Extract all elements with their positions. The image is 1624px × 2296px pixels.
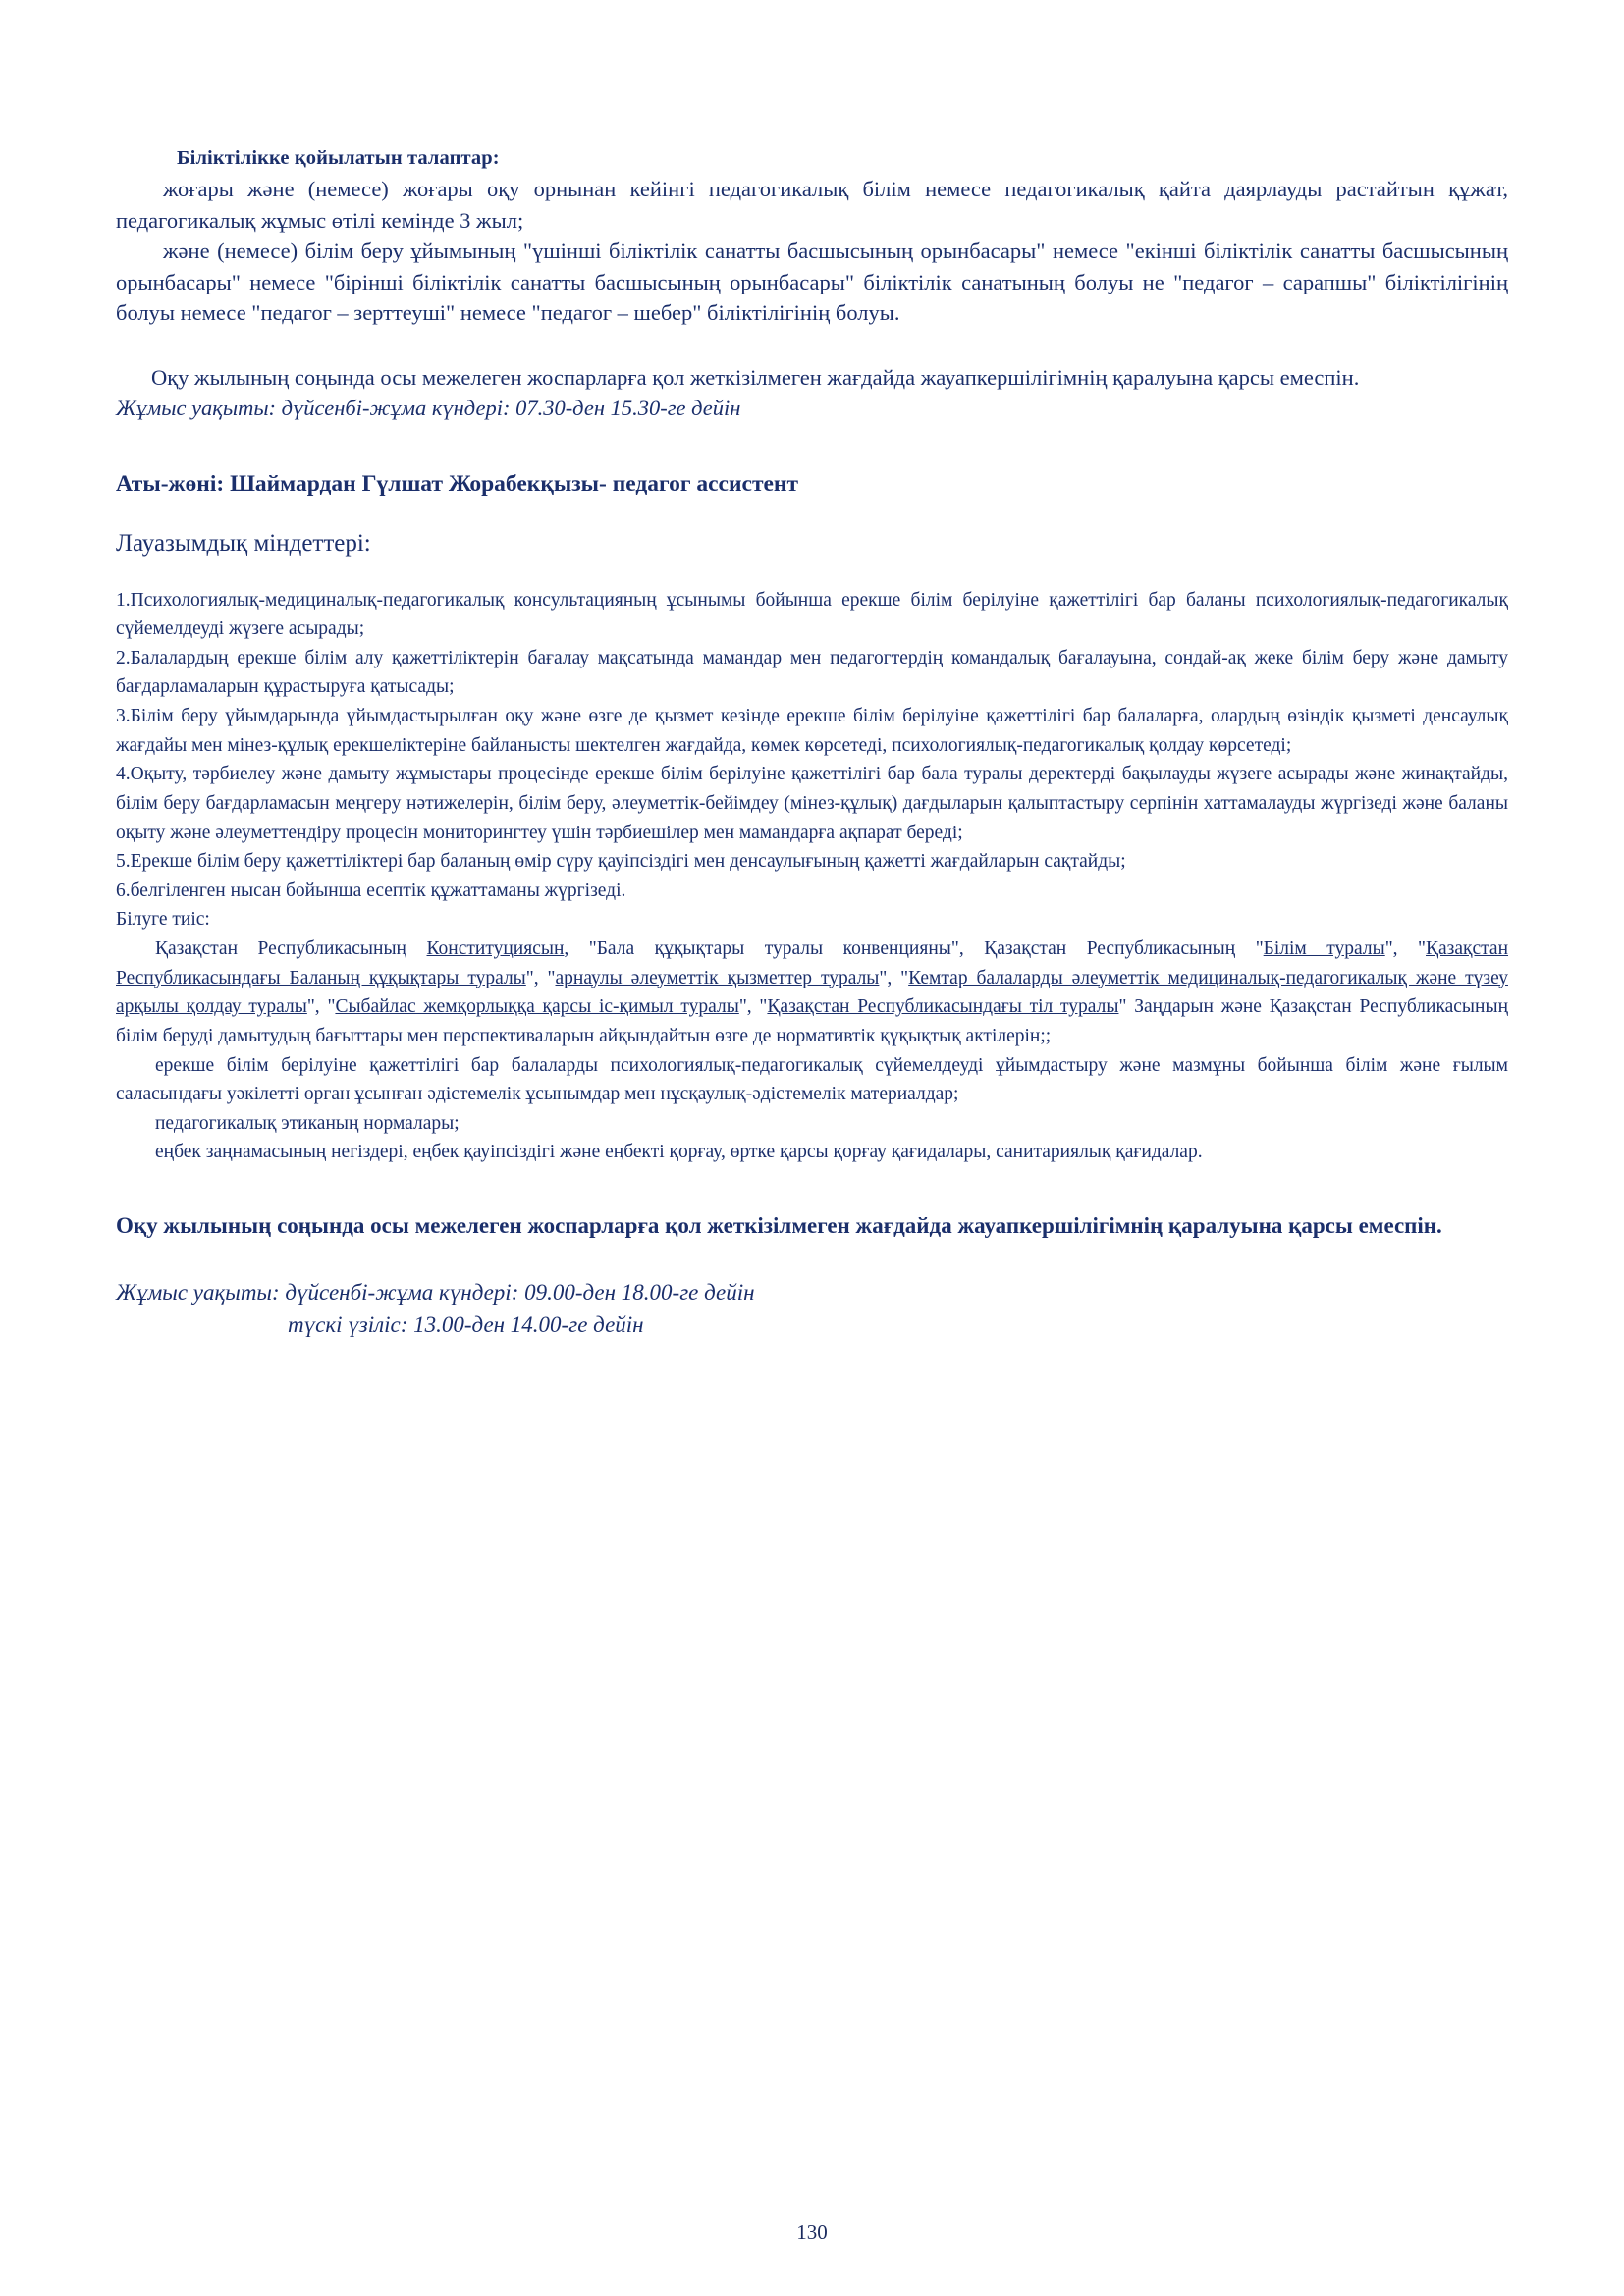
duty-item: 3.Білім беру ұйымдарында ұйымдастырылған оқу және өзге де қызмет кезінде ерекше білім берілуіне қажеттілігі бар балаларға, олардың өзіндік қызметі денсаулық жағдайы мен мінез-құлық ерекшеліктеріне байланысты шектелген жағдайда, көмек көрсетеді, психологиялық-педагогикалық қолдау көрсетеді;	[116, 706, 1508, 756]
must-know-label: Білуге тиіс:	[116, 909, 210, 931]
spacer	[116, 1167, 1508, 1210]
duty-item: 1.Психологиялық-медициналық-педагогикалық консультацияның ұсынымы бойынша ерекше білім берілуіне қажеттілігі бар баланы психологиялық-педагогикалық сүйемелдеуді жүзеге асырады;	[116, 589, 1508, 640]
legal-references-paragraph	[116, 934, 1508, 1051]
duty-item: 6.белгіленген нысан бойынша есептік құжаттаманы жүргізеді.	[116, 880, 626, 901]
worktime-second	[116, 1276, 1508, 1342]
agreement-paragraph-final: Оқу жылының соңында осы межелеген жоспарларға қол жеткізілмеген жағдайда жауапкершілігімнің қаралуына қарсы емеспін.	[116, 1213, 1442, 1239]
legal-text-after-6: ", "	[738, 996, 768, 1018]
must-know-paragraph-2	[116, 1051, 1508, 1109]
spacer	[116, 425, 1508, 468]
must-know-paragraph-3	[116, 1109, 1508, 1139]
legal-text-after-5: ", "	[306, 996, 336, 1018]
legal-link-social-services[interactable]: арнаулы әлеуметтік қызметтер туралы	[555, 967, 880, 988]
must-know-paragraph-4	[116, 1138, 1508, 1167]
requirements-heading: Біліктілікке қойылатын талаптар:	[177, 147, 500, 169]
legal-text-after-4: ", "	[879, 967, 909, 988]
legal-link-disabled-children-support[interactable]: Кемтар балаларды әлеуметтік медициналық-педагогикалық және түзеу арқылы қолдау туралы	[116, 967, 1508, 1018]
spacer	[116, 501, 1508, 526]
page-number: 130	[796, 2220, 828, 2244]
legal-link-child-rights[interactable]: Қазақстан Республикасындағы Баланың құқықтары туралы	[116, 938, 1509, 988]
spacer	[116, 1243, 1508, 1276]
spacer	[116, 561, 1508, 586]
legal-text-after-2: ", "	[1384, 938, 1427, 960]
legal-link-language[interactable]: Қазақстан Республикасындағы тіл туралы	[767, 996, 1119, 1018]
must-know-paragraph-3-text: педагогикалық этиканың нормалары;	[155, 1112, 460, 1134]
worktime-first: Жұмыс уақыты: дүйсенбі-жұма күндері: 07.30-ден 15.30-ге дейін	[116, 396, 741, 420]
must-know-paragraph-4-text: еңбек заңнамасының негіздері, еңбек қауіпсіздігі және еңбекті қорғау, өртке қарсы қорғау қағидалары, санитариялық қағидалар.	[155, 1142, 1203, 1163]
legal-link-anticorruption[interactable]: Сыбайлас жемқорлыққа қарсы іс-қимыл туралы	[335, 996, 739, 1018]
document-body	[116, 147, 1508, 1341]
duty-item: 5.Ерекше білім беру қажеттіліктері бар баланың өмір сүру қауіпсіздігі мен денсаулығының қажетті жағдайларын сақтайды;	[116, 851, 1126, 873]
legal-intro-text: Қазақстан Республикасының	[155, 938, 427, 960]
worktime-second-lunch: түскі үзіліс: 13.00-ден 14.00-ге дейін	[288, 1312, 644, 1338]
duty-item: 4.Оқыту, тәрбиелеу және дамыту жұмыстары процесінде ерекше білім берілуіне қажеттілігі бар бала туралы деректерді бақылауды жүзеге асырады және жинақтайды, білім беру бағдарламасын меңгеру нәтижелерін, білім беру, әлеуметтік-бейімдеу (мінез-құлық) дағдыларын қалыптастыру серпінін хаттамалауды жүргізеді және баланы оқыту және әлеуметтендіру процесін мониторингтеу үшін тәрбиешілер мен мамандарға ақпарат береді;	[116, 764, 1508, 843]
requirements-paragraph-2: және (немесе) білім беру ұйымының "үшінші біліктілік санатты басшысының орынбасары" немесе "екінші біліктілік санатты басшысының орынбасары" немесе "бірінші біліктілік санатты басшысының орынбасары" біліктілік санатының болуы не "педагог – сарапшы" біліктілігінің болуы немесе "педагог – зерттеуші" немесе "педагог – шебер" біліктілігінің болуы.	[116, 239, 1508, 325]
legal-text-after-7: " Заңдарын және Қазақстан Республикасының білім беруді дамытудың бағыттары мен перспективаларын айқындайтын өзге де нормативтік құқықтық актілерін;;	[116, 996, 1509, 1046]
requirements-paragraph-1: жоғары және (немесе) жоғары оқу орнынан кейінгі педагогикалық білім немесе педагогикалық қайта даярлауды растайтын құжат, педагогикалық жұмыс өтілі кемінде 3 жыл;	[116, 177, 1508, 233]
duty-item: 2.Балалардың ерекше білім алу қажеттіліктерін бағалау мақсатында мамандар мен педагогтердің командалық бағалауына, сондай-ақ жеке білім беру және дамыту бағдарламаларын құрастыруға қатысады;	[116, 647, 1508, 698]
legal-link-education[interactable]: Білім туралы	[1263, 938, 1385, 960]
duties-list	[116, 586, 1508, 1168]
legal-text-after-3: ", "	[525, 967, 556, 988]
worktime-second-line1: Жұмыс уақыты: дүйсенбі-жұма күндері: 09.00-ден 18.00-ге дейін	[116, 1279, 755, 1305]
must-know-paragraph-2-text: ерекше білім берілуіне қажеттілігі бар балаларды психологиялық-педагогикалық сүйемелдеуді ұйымдастыру және мазмұны бойынша білім және ғылым саласындағы уәкілетті орган ұсынған әдістемелік ұсынымдар мен нұсқаулық-әдістемелік материалдар;	[116, 1054, 1508, 1105]
spacer	[116, 329, 1508, 362]
legal-text-after-1: , "Бала құқықтары туралы конвенцияны", Қазақстан Республикасының "	[564, 938, 1264, 960]
legal-link-constitution[interactable]: Конституциясын	[426, 938, 565, 960]
duties-title: Лауазымдық міндеттері:	[116, 529, 371, 557]
agreement-paragraph-first: Оқу жылының соңында осы межелеген жоспарларға қол жеткізілмеген жағдайда жауапкершілігімнің қаралуына қарсы емеспін.	[151, 364, 1360, 390]
employee-name-line: Аты-жөні: Шаймардан Гүлшат Жорабекқызы- педагог ассистент	[116, 470, 799, 497]
